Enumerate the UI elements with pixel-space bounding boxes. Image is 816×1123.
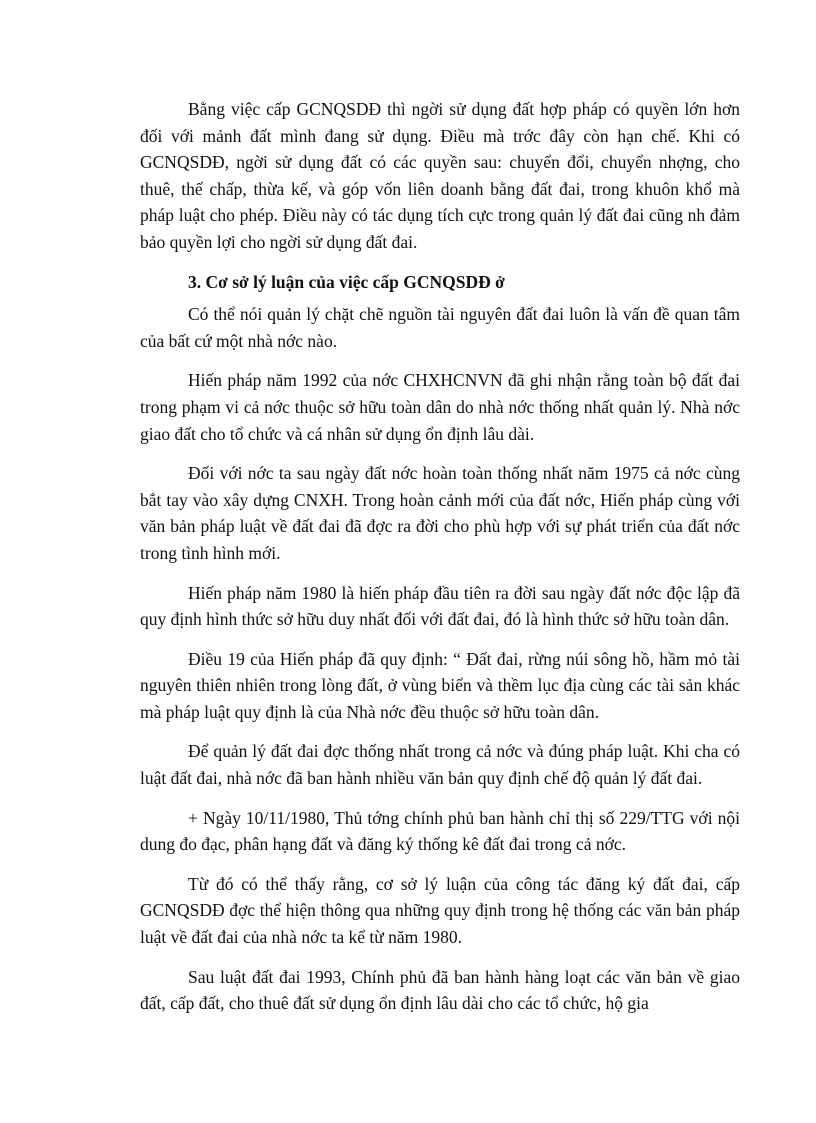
paragraph-directive-229: + Ngày 10/11/1980, Thủ tớng chính phủ ban hành chỉ thị số 229/TTG với nội dung đo đạc, phân hạng đất và đăng ký thống kê đất đai trong cả nớc.: [140, 807, 740, 855]
paragraph-after-1993: Sau luật đất đai 1993, Chính phủ đã ban hành hàng loạt các văn bản về giao đất, cấp đất, cho thuê đất sử dụng ổn định lâu dài cho các tổ chức, hộ gia: [140, 966, 740, 1014]
paragraph-constitution-1992: Hiến pháp năm 1992 của nớc CHXHCNVN đã ghi nhận rằng toàn bộ đất đai trong phạm vi cả nớc thuộc sở hữu toàn dân do nhà nớc thống nhất quản lý. Nhà nớc giao đất cho tổ chức và cá nhân sử dụng ổn định lâu dài.: [140, 370, 740, 444]
paragraph-land-rights: Bằng việc cấp GCNQSDĐ thì ngời sử dụng đất hợp pháp có quyền lớn hơn đối với mảnh đất mình đang sử dụng. Điều mà trớc đây còn hạn chế. Khi có GCNQSDĐ, ngời sử dụng đất có các quyền sau: chuyển đổi, chuyển nhợng, cho thuê, thế chấp, thừa kế, và góp vốn liên doanh bằng đất đai, trong khuôn khổ mà pháp luật cho phép. Điều này có tác dụng tích cực trong quản lý đất đai cũng nh đảm bảo quyền lợi cho ngời sử dụng đất đai.: [140, 99, 740, 252]
section-heading: 3. Cơ sở lý luận của việc cấp GCNQSDĐ ở: [188, 271, 505, 292]
paragraph-after-1975: Đối với nớc ta sau ngày đất nớc hoàn toàn thống nhất năm 1975 cả nớc cùng bắt tay vào xây dựng CNXH. Trong hoàn cảnh mới của đất nớc, Hiến pháp cùng với văn bản pháp luật về đất đai đã đợc ra đời cho phù hợp với sự phát triển của đất nớc trong tình hình mới.: [140, 463, 740, 563]
paragraph-legal-basis: Từ đó có thể thấy rằng, cơ sở lý luận của công tác đăng ký đất đai, cấp GCNQSDĐ đợc thể hiện thông qua những quy định trong hệ thống các văn bản pháp luật về đất đai của nhà nớc ta kể từ năm 1980.: [140, 873, 740, 948]
paragraph-resource-management: Có thể nói quản lý chặt chẽ nguồn tài nguyên đất đai luôn là vấn đề quan tâm của bất cứ một nhà nớc nào.: [140, 304, 740, 351]
paragraph-constitution-1980: Hiến pháp năm 1980 là hiến pháp đầu tiên ra đời sau ngày đất nớc độc lập đã quy định hình thức sở hữu duy nhất đối với đất đai, đó là hình thức sở hữu toàn dân.: [140, 582, 740, 630]
paragraph-article-19: Điều 19 của Hiến pháp đã quy định: “ Đất đai, rừng núi sông hồ, hầm mỏ tài nguyên thiên nhiên trong lòng đất, ở vùng biển và thềm lục địa cùng các tài sản khác mà pháp luật quy định là của Nhà nớc đều thuộc sở hữu toàn dân.: [140, 648, 740, 722]
document-page: [140, 96, 740, 1017]
paragraph-unified-management: Để quản lý đất đai đợc thống nhất trong cả nớc và đúng pháp luật. Khi cha có luật đất đai, nhà nớc đã ban hành nhiều văn bản quy định chế độ quản lý đất đai.: [140, 741, 740, 789]
